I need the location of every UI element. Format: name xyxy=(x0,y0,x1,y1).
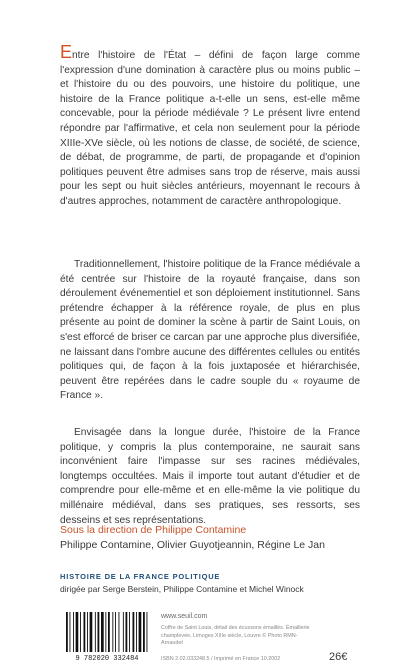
barcode-number: 9 782020 332484 xyxy=(75,655,139,662)
barcode-bar xyxy=(80,612,81,652)
barcode-bar xyxy=(147,612,148,652)
barcode-bar xyxy=(129,612,130,652)
barcode-bar xyxy=(76,612,79,652)
barcode-bar xyxy=(87,612,88,652)
barcode-bar xyxy=(108,612,110,652)
direction-line: Sous la direction de Philippe Contamine xyxy=(60,524,247,536)
intro-paragraph-3: Envisagée dans la longue durée, l'histoire de la France politique, y compris la plus contemporaine, ne saurait sans inconvénient faire l'impasse sur ses racines médiévales, longtemps occultées. Mais il importe tout autant d'étudier et de comprendre pour elle-même et en elle-même la vie politique du millénaire médiéval, dans ses pratiques, ses ressorts, ses desseins et ses représentations. xyxy=(60,427,360,526)
barcode-bar xyxy=(90,612,93,652)
barcode-bar xyxy=(133,612,135,652)
authors-line: Philippe Contamine, Olivier Guyotjeannin, Régine Le Jan xyxy=(60,539,325,551)
isbn-line: ISBN 2.02.033248.5 / Imprimé en France 10.2002 xyxy=(161,656,281,662)
barcode-bar xyxy=(84,612,86,652)
barcode-bar xyxy=(123,612,124,652)
barcode-bar xyxy=(119,612,120,652)
barcode-bar xyxy=(66,612,68,652)
barcode-image xyxy=(60,610,154,662)
barcode xyxy=(60,610,154,662)
barcode-bar xyxy=(126,612,128,652)
barcode-bar xyxy=(105,612,106,652)
intro-paragraph-1 xyxy=(60,42,360,210)
drop-cap: E xyxy=(60,42,73,62)
website-url: www.seuil.com xyxy=(161,613,208,620)
barcode-bar xyxy=(70,612,71,652)
barcode-bar xyxy=(139,612,142,652)
intro-paragraph-2: Traditionnellement, l'histoire politique de la France médiévale a été centrée sur l'histoire de la royauté française, dans son déroulement événementiel et son déploiement institutionnel. Sans prétendre échapper à la référence royale, de plus en plus présente au point de dominer la scène à partir de Saint Louis, on s'est efforcé de briser ce carcan par une approche plus diversifiée, ne laissant dans l'ombre aucune des différentes cellules ou entités politiques qui, de façon à la fois juxtaposée et hiérarchisée, peuvent être repérées dans le cadre souple du « royaume de France ». xyxy=(60,259,360,402)
barcode-bar xyxy=(98,612,100,652)
series-title: HISTOIRE DE LA FRANCE POLITIQUE xyxy=(60,572,221,581)
barcode-bar xyxy=(143,612,145,652)
intro-paragraph-1-text: ntre l'histoire de l'État – défini de façon large comme l'expression d'une domination à caractère plus ou moins public – et l'histoire du ou des pouvoirs, une histoire du politique, une histoire de la France politique a-t-elle un sens, est-elle même concevable, pour la période médiévale ? Le présent livre entend répondre par l'affirmative, et cela non seulement pour la période XIIIe-XVe siècle, où les notions de classe, de société, de science, de débat, de programme, de parti, de propagande et d'opinion politiques peuvent être admises sans trop de réserve, mais aussi pour les sept ou huit siècles antérieurs, moyennant le recours à d'autres approches, notamment de caractère anthropologique. xyxy=(60,50,360,207)
barcode-bar xyxy=(115,612,116,652)
barcode-bar xyxy=(112,612,113,652)
series-editors: dirigée par Serge Berstein, Philippe Contamine et Michel Winock xyxy=(60,584,304,594)
cover-credit: Coffre de Saint Louis, détail des écussons émaillés. Émaillerie champlevée, Limoges XIIIe siècle, Louvre © Photo RMN-Arnaudet xyxy=(161,625,310,646)
barcode-bar xyxy=(101,612,104,652)
barcode-bar xyxy=(95,612,96,652)
barcode-bar xyxy=(136,612,137,652)
barcode-bar xyxy=(73,612,74,652)
price-tag: 26€ xyxy=(329,651,348,663)
